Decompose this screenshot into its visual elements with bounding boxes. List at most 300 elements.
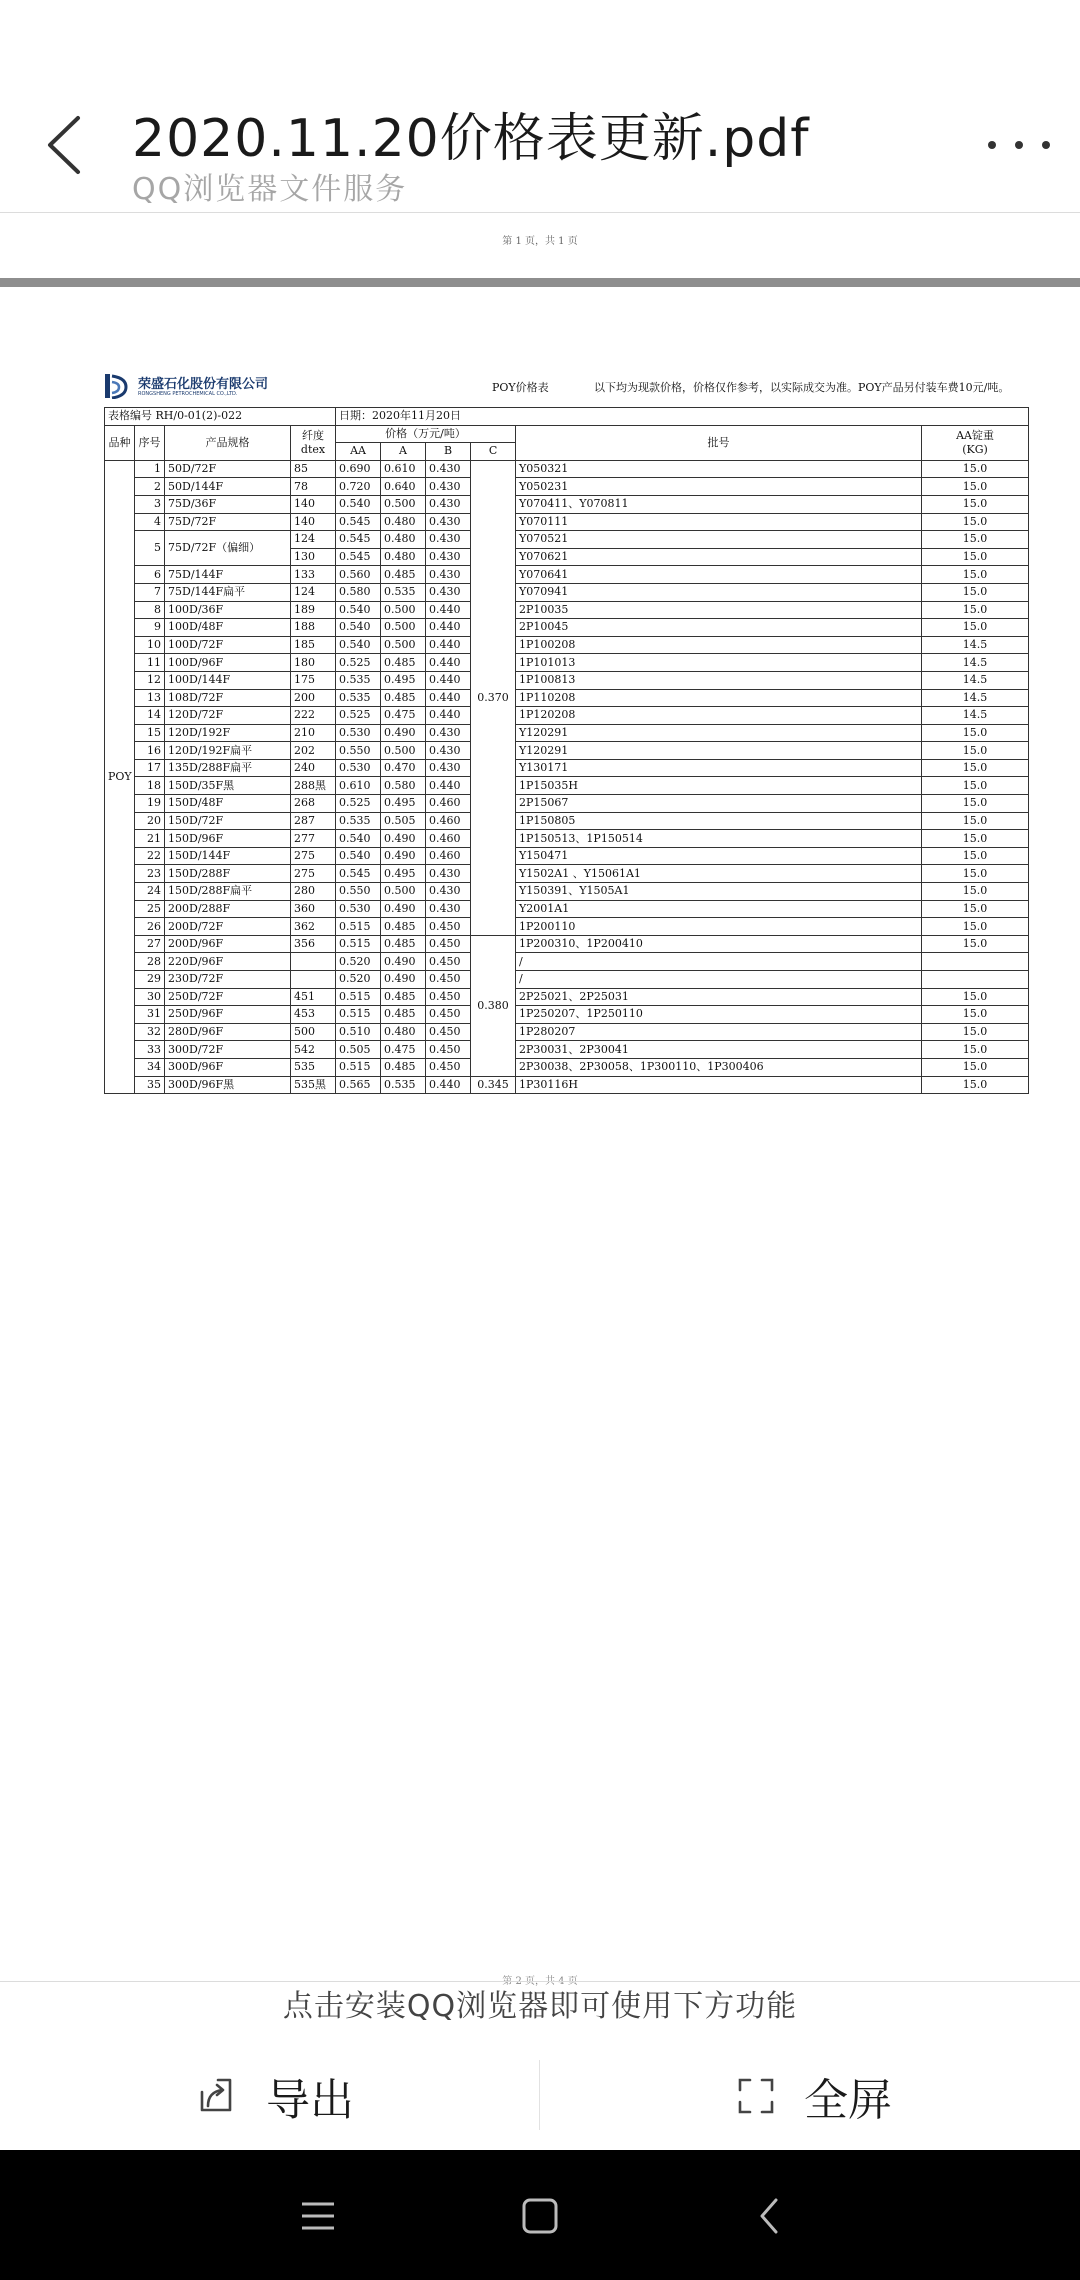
cell-dtex: 180 xyxy=(291,654,336,672)
cell-price-aa: 0.580 xyxy=(336,583,381,601)
cell-price-a: 0.580 xyxy=(381,777,426,795)
cell-dtex: 124 xyxy=(291,583,336,601)
cell-price-b: 0.430 xyxy=(426,900,471,918)
cell-spec: 150D/48F xyxy=(165,795,291,813)
cell-dtex: 140 xyxy=(291,495,336,513)
cell-price-aa: 0.565 xyxy=(336,1076,381,1094)
cell-price-b: 0.440 xyxy=(426,707,471,725)
cell-price-aa: 0.535 xyxy=(336,671,381,689)
cell-dtex: 288黑 xyxy=(291,777,336,795)
table-meta-row xyxy=(105,408,1029,426)
table-row xyxy=(105,689,1029,707)
cell-aa-weight: 15.0 xyxy=(922,918,1029,936)
cell-price-aa: 0.525 xyxy=(336,795,381,813)
cell-dtex: 188 xyxy=(291,619,336,637)
cell-batch: / xyxy=(516,971,922,989)
cell-price-b: 0.430 xyxy=(426,759,471,777)
cell-aa-weight: 15.0 xyxy=(922,724,1029,742)
cell-dtex: 175 xyxy=(291,671,336,689)
cell-price-a: 0.485 xyxy=(381,689,426,707)
cell-price-a: 0.485 xyxy=(381,654,426,672)
cell-aa-weight: 15.0 xyxy=(922,513,1029,531)
cell-price-a: 0.640 xyxy=(381,478,426,496)
cell-aa-weight: 15.0 xyxy=(922,900,1029,918)
cell-batch: Y120291 xyxy=(516,742,922,760)
cell-spec: 120D/192F xyxy=(165,724,291,742)
cell-spec: 120D/72F xyxy=(165,707,291,725)
cell-price-aa: 0.720 xyxy=(336,478,381,496)
cell-batch: Y130171 xyxy=(516,759,922,777)
header-divider xyxy=(0,212,1080,213)
cell-price-aa: 0.520 xyxy=(336,953,381,971)
action-bar xyxy=(0,2054,1080,2138)
cell-spec: 230D/72F xyxy=(165,971,291,989)
cell-seq: 15 xyxy=(135,724,165,742)
pdf-page[interactable] xyxy=(0,287,1080,1982)
table-row xyxy=(105,513,1029,531)
header-aa: AA xyxy=(336,443,381,461)
cell-price-a: 0.490 xyxy=(381,971,426,989)
cell-spec: 135D/288F扁平 xyxy=(165,759,291,777)
cell-price-a: 0.500 xyxy=(381,636,426,654)
cell-batch: Y070641 xyxy=(516,566,922,584)
cell-price-a: 0.475 xyxy=(381,707,426,725)
cell-batch: Y050321 xyxy=(516,460,922,478)
system-nav-bar xyxy=(0,2150,1080,2280)
cell-aa-weight: 15.0 xyxy=(922,460,1029,478)
cell-batch: Y070941 xyxy=(516,583,922,601)
cell-dtex: 362 xyxy=(291,918,336,936)
cell-dtex: 535 xyxy=(291,1058,336,1076)
cell-aa-weight: 15.0 xyxy=(922,566,1029,584)
cell-spec: 50D/72F xyxy=(165,460,291,478)
cell-price-b: 0.430 xyxy=(426,566,471,584)
cell-seq: 5 xyxy=(135,531,165,566)
cell-batch: / xyxy=(516,953,922,971)
cell-price-b: 0.460 xyxy=(426,847,471,865)
table-header-row xyxy=(105,425,1029,443)
cell-aa-weight: 14.5 xyxy=(922,636,1029,654)
table-row xyxy=(105,1023,1029,1041)
cell-price-a: 0.495 xyxy=(381,795,426,813)
cell-aa-weight: 15.0 xyxy=(922,777,1029,795)
cell-spec: 280D/96F xyxy=(165,1023,291,1041)
cell-spec: 150D/96F xyxy=(165,830,291,848)
cell-aa-weight: 15.0 xyxy=(922,495,1029,513)
cell-aa-weight: 15.0 xyxy=(922,1006,1029,1024)
cell-batch: Y2001A1 xyxy=(516,900,922,918)
cell-seq: 10 xyxy=(135,636,165,654)
cell-price-a: 0.490 xyxy=(381,847,426,865)
table-row xyxy=(105,953,1029,971)
cell-price-b: 0.430 xyxy=(426,883,471,901)
cell-price-aa: 0.505 xyxy=(336,1041,381,1059)
cell-price-aa: 0.540 xyxy=(336,830,381,848)
cell-price-b: 0.430 xyxy=(426,742,471,760)
cell-seq: 32 xyxy=(135,1023,165,1041)
cell-price-a: 0.500 xyxy=(381,742,426,760)
table-date: 日期：2020年11月20日 xyxy=(336,408,1029,426)
cell-seq: 27 xyxy=(135,935,165,953)
cell-price-aa: 0.690 xyxy=(336,460,381,478)
cell-price-aa: 0.540 xyxy=(336,847,381,865)
cell-aa-weight: 15.0 xyxy=(922,601,1029,619)
header-aa-weight-line2: (KG) xyxy=(962,442,988,456)
cell-aa-weight: 15.0 xyxy=(922,830,1029,848)
header-price: 价格（万元/吨） xyxy=(336,425,516,443)
cell-aa-weight: 14.5 xyxy=(922,654,1029,672)
table-row xyxy=(105,671,1029,689)
cell-seq: 26 xyxy=(135,918,165,936)
cell-price-aa: 0.545 xyxy=(336,865,381,883)
cell-price-a: 0.475 xyxy=(381,1041,426,1059)
cell-aa-weight: 15.0 xyxy=(922,478,1029,496)
cell-price-c: 0.380 xyxy=(471,935,516,1076)
cell-price-a: 0.490 xyxy=(381,830,426,848)
cell-batch: Y1502A1 、Y15061A1 xyxy=(516,865,922,883)
home-icon[interactable] xyxy=(520,2196,560,2236)
cell-seq: 13 xyxy=(135,689,165,707)
table-row xyxy=(105,865,1029,883)
cell-seq: 34 xyxy=(135,1058,165,1076)
cell-price-a: 0.495 xyxy=(381,865,426,883)
cell-batch: 2P30031、2P30041 xyxy=(516,1041,922,1059)
price-table xyxy=(104,407,1029,1094)
cell-price-aa: 0.525 xyxy=(336,654,381,672)
cell-price-aa: 0.515 xyxy=(336,935,381,953)
cell-price-a: 0.485 xyxy=(381,566,426,584)
cell-dtex: 202 xyxy=(291,742,336,760)
cell-batch: 1P200110 xyxy=(516,918,922,936)
cell-price-b: 0.450 xyxy=(426,918,471,936)
header-b: B xyxy=(426,443,471,461)
cell-price-b: 0.460 xyxy=(426,830,471,848)
cell-batch: Y120291 xyxy=(516,724,922,742)
cell-price-a: 0.610 xyxy=(381,460,426,478)
cell-spec: 75D/144F xyxy=(165,566,291,584)
cell-seq: 6 xyxy=(135,566,165,584)
cell-price-a: 0.480 xyxy=(381,531,426,549)
table-row xyxy=(105,601,1029,619)
back-arrow-icon[interactable] xyxy=(40,110,100,180)
fullscreen-button[interactable] xyxy=(738,2054,892,2138)
cell-spec: 220D/96F xyxy=(165,953,291,971)
cell-seq: 16 xyxy=(135,742,165,760)
header-spec: 产品规格 xyxy=(165,425,291,460)
cell-price-b: 0.430 xyxy=(426,583,471,601)
cell-price-a: 0.480 xyxy=(381,1023,426,1041)
table-row xyxy=(105,654,1029,672)
table-row xyxy=(105,619,1029,637)
cell-dtex: 287 xyxy=(291,812,336,830)
cell-aa-weight: 15.0 xyxy=(922,935,1029,953)
cell-batch: 1P120208 xyxy=(516,707,922,725)
cell-price-a: 0.485 xyxy=(381,988,426,1006)
cell-price-b: 0.430 xyxy=(426,460,471,478)
cell-price-aa: 0.540 xyxy=(336,636,381,654)
cell-spec: 75D/72F xyxy=(165,513,291,531)
cell-dtex: 542 xyxy=(291,1041,336,1059)
page-indicator: 第 1 页，共 1 页 xyxy=(502,236,578,247)
cell-price-b: 0.440 xyxy=(426,689,471,707)
menu-icon[interactable] xyxy=(298,2196,338,2236)
cell-price-a: 0.495 xyxy=(381,671,426,689)
cell-aa-weight: 15.0 xyxy=(922,548,1029,566)
table-row xyxy=(105,1006,1029,1024)
cell-aa-weight: 15.0 xyxy=(922,812,1029,830)
table-row xyxy=(105,636,1029,654)
cell-spec: 300D/96F xyxy=(165,1058,291,1076)
cell-price-aa: 0.535 xyxy=(336,812,381,830)
cell-aa-weight: 15.0 xyxy=(922,988,1029,1006)
cell-batch: 2P30038、2P30058、1P300110、1P300406 xyxy=(516,1058,922,1076)
cell-price-aa: 0.540 xyxy=(336,601,381,619)
header-seq: 序号 xyxy=(135,425,165,460)
cell-seq: 1 xyxy=(135,460,165,478)
cell-seq: 33 xyxy=(135,1041,165,1059)
company-name-en: RONGSHENG PETROCHEMICAL CO.,LTD. xyxy=(138,391,238,397)
table-row xyxy=(105,1076,1029,1094)
cell-seq: 12 xyxy=(135,671,165,689)
cell-price-b: 0.440 xyxy=(426,601,471,619)
cell-price-a: 0.490 xyxy=(381,724,426,742)
cell-seq: 31 xyxy=(135,1006,165,1024)
cell-price-b: 0.450 xyxy=(426,1041,471,1059)
page-separator xyxy=(0,278,1080,287)
cell-spec: 250D/72F xyxy=(165,988,291,1006)
table-row xyxy=(105,724,1029,742)
cell-price-a: 0.490 xyxy=(381,900,426,918)
cell-price-aa: 0.530 xyxy=(336,759,381,777)
cell-batch: Y070621 xyxy=(516,548,922,566)
cell-aa-weight: 15.0 xyxy=(922,619,1029,637)
cell-dtex: 360 xyxy=(291,900,336,918)
cell-batch: Y050231 xyxy=(516,478,922,496)
cell-seq: 22 xyxy=(135,847,165,865)
cell-seq: 8 xyxy=(135,601,165,619)
table-row xyxy=(105,478,1029,496)
cell-price-b: 0.460 xyxy=(426,795,471,813)
cell-aa-weight: 14.5 xyxy=(922,689,1029,707)
top-bar xyxy=(0,0,1080,212)
cell-batch: Y070521 xyxy=(516,531,922,549)
cell-dtex: 130 xyxy=(291,548,336,566)
cell-aa-weight: 15.0 xyxy=(922,583,1029,601)
cell-spec: 100D/144F xyxy=(165,671,291,689)
cell-seq: 3 xyxy=(135,495,165,513)
form-number: 表格编号 RH/0-01(2)-022 xyxy=(105,408,336,426)
cell-price-aa: 0.515 xyxy=(336,918,381,936)
cell-aa-weight: 15.0 xyxy=(922,742,1029,760)
header-aa-weight-line1: AA锭重 xyxy=(956,428,994,442)
table-row xyxy=(105,460,1029,478)
table-row xyxy=(105,988,1029,1006)
table-row xyxy=(105,812,1029,830)
cell-spec: 100D/72F xyxy=(165,636,291,654)
cell-batch: 1P150513、1P150514 xyxy=(516,830,922,848)
cell-price-aa: 0.540 xyxy=(336,495,381,513)
cell-spec: 200D/288F xyxy=(165,900,291,918)
cell-spec: 250D/96F xyxy=(165,1006,291,1024)
cell-spec: 150D/144F xyxy=(165,847,291,865)
cell-spec: 75D/72F（偏细） xyxy=(165,531,291,566)
cell-price-b: 0.450 xyxy=(426,1006,471,1024)
cell-spec: 300D/96F黑 xyxy=(165,1076,291,1094)
cell-seq: 14 xyxy=(135,707,165,725)
cell-seq: 11 xyxy=(135,654,165,672)
cell-batch: Y150471 xyxy=(516,847,922,865)
table-row xyxy=(105,830,1029,848)
more-icon[interactable] xyxy=(984,130,1054,160)
cell-price-b: 0.430 xyxy=(426,548,471,566)
install-banner[interactable]: 点击安装QQ浏览器即可使用下方功能 xyxy=(282,1989,798,2024)
cell-spec: 120D/192F扁平 xyxy=(165,742,291,760)
cell-dtex: 140 xyxy=(291,513,336,531)
cell-dtex xyxy=(291,953,336,971)
table-row xyxy=(105,795,1029,813)
header-c: C xyxy=(471,443,516,461)
cell-seq: 20 xyxy=(135,812,165,830)
cell-aa-weight: 15.0 xyxy=(922,1023,1029,1041)
header-dtex-line2: dtex xyxy=(300,442,326,456)
cell-dtex: 268 xyxy=(291,795,336,813)
cell-spec: 75D/144F扁平 xyxy=(165,583,291,601)
cell-price-aa: 0.545 xyxy=(336,548,381,566)
cell-seq: 29 xyxy=(135,971,165,989)
cell-dtex: 451 xyxy=(291,988,336,1006)
action-divider xyxy=(539,2060,540,2130)
table-row xyxy=(105,531,1029,549)
table-row xyxy=(105,742,1029,760)
cell-dtex: 275 xyxy=(291,847,336,865)
cell-batch: 1P150805 xyxy=(516,812,922,830)
cell-price-a: 0.490 xyxy=(381,953,426,971)
table-row xyxy=(105,759,1029,777)
cell-price-b: 0.430 xyxy=(426,865,471,883)
cell-spec: 200D/72F xyxy=(165,918,291,936)
cell-dtex: 189 xyxy=(291,601,336,619)
cell-batch: 2P10045 xyxy=(516,619,922,637)
header-aa-weight xyxy=(922,425,1029,460)
cell-dtex: 185 xyxy=(291,636,336,654)
cell-price-b: 0.430 xyxy=(426,513,471,531)
cell-price-b: 0.450 xyxy=(426,1058,471,1076)
table-row xyxy=(105,777,1029,795)
cell-batch: 1P100208 xyxy=(516,636,922,654)
cell-variety: POY xyxy=(105,460,135,1093)
cell-spec: 75D/36F xyxy=(165,495,291,513)
cell-price-b: 0.450 xyxy=(426,971,471,989)
cell-seq: 2 xyxy=(135,478,165,496)
cell-price-aa: 0.515 xyxy=(336,1058,381,1076)
cell-dtex: 124 xyxy=(291,531,336,549)
table-row xyxy=(105,583,1029,601)
table-row xyxy=(105,935,1029,953)
cell-price-b: 0.430 xyxy=(426,724,471,742)
cell-price-b: 0.450 xyxy=(426,935,471,953)
cell-dtex: 280 xyxy=(291,883,336,901)
cell-spec: 300D/72F xyxy=(165,1041,291,1059)
cell-price-aa: 0.550 xyxy=(336,883,381,901)
document-title: 2020.11.20价格表更新.pdf xyxy=(132,109,810,169)
cell-price-aa: 0.545 xyxy=(336,531,381,549)
cell-aa-weight: 15.0 xyxy=(922,1041,1029,1059)
cell-price-b: 0.440 xyxy=(426,1076,471,1094)
cell-price-aa: 0.540 xyxy=(336,619,381,637)
cell-price-b: 0.430 xyxy=(426,495,471,513)
table-row xyxy=(105,1058,1029,1076)
cell-spec: 150D/72F xyxy=(165,812,291,830)
cell-batch: 1P101013 xyxy=(516,654,922,672)
cell-price-a: 0.485 xyxy=(381,1058,426,1076)
cell-spec: 100D/36F xyxy=(165,601,291,619)
cell-price-a: 0.480 xyxy=(381,548,426,566)
back-icon[interactable] xyxy=(750,2196,790,2236)
cell-batch: 2P15067 xyxy=(516,795,922,813)
export-button[interactable] xyxy=(196,2054,354,2138)
cell-batch: 1P280207 xyxy=(516,1023,922,1041)
cell-seq: 21 xyxy=(135,830,165,848)
cell-price-aa: 0.520 xyxy=(336,971,381,989)
cell-spec: 200D/96F xyxy=(165,935,291,953)
cell-spec: 150D/288F扁平 xyxy=(165,883,291,901)
cell-price-b: 0.440 xyxy=(426,654,471,672)
cell-seq: 30 xyxy=(135,988,165,1006)
cell-aa-weight xyxy=(922,971,1029,989)
cell-price-a: 0.470 xyxy=(381,759,426,777)
cell-aa-weight: 15.0 xyxy=(922,883,1029,901)
cell-spec: 100D/48F xyxy=(165,619,291,637)
cell-price-a: 0.485 xyxy=(381,918,426,936)
cell-price-b: 0.440 xyxy=(426,636,471,654)
cell-batch: 2P25021、2P25031 xyxy=(516,988,922,1006)
company-logo xyxy=(104,371,274,407)
table-row xyxy=(105,971,1029,989)
cell-seq: 25 xyxy=(135,900,165,918)
cell-aa-weight: 14.5 xyxy=(922,671,1029,689)
cell-price-a: 0.485 xyxy=(381,935,426,953)
cell-dtex xyxy=(291,971,336,989)
cell-price-b: 0.440 xyxy=(426,619,471,637)
cell-price-b: 0.440 xyxy=(426,777,471,795)
cell-seq: 23 xyxy=(135,865,165,883)
header-dtex-line1: 纤度 xyxy=(302,428,325,442)
fullscreen-label: 全屏 xyxy=(804,2075,892,2126)
cell-dtex: 222 xyxy=(291,707,336,725)
doc-note: 以下均为现款价格，价格仅作参考，以实际成交为准。POY产品另付装车费10元/吨。 xyxy=(594,381,1010,394)
cell-spec: 50D/144F xyxy=(165,478,291,496)
cell-batch: 2P10035 xyxy=(516,601,922,619)
fullscreen-icon xyxy=(738,2078,774,2114)
cell-price-c: 0.370 xyxy=(471,460,516,935)
cell-seq: 28 xyxy=(135,953,165,971)
cell-dtex: 453 xyxy=(291,1006,336,1024)
cell-price-aa: 0.525 xyxy=(336,707,381,725)
table-row xyxy=(105,495,1029,513)
cell-seq: 4 xyxy=(135,513,165,531)
export-icon xyxy=(196,2076,236,2116)
cell-dtex: 85 xyxy=(291,460,336,478)
table-row xyxy=(105,883,1029,901)
cell-dtex: 277 xyxy=(291,830,336,848)
cell-aa-weight: 15.0 xyxy=(922,795,1029,813)
cell-aa-weight xyxy=(922,953,1029,971)
cell-price-a: 0.500 xyxy=(381,883,426,901)
cell-seq: 24 xyxy=(135,883,165,901)
cell-price-a: 0.500 xyxy=(381,495,426,513)
cell-batch: Y150391、Y1505A1 xyxy=(516,883,922,901)
cell-price-aa: 0.550 xyxy=(336,742,381,760)
